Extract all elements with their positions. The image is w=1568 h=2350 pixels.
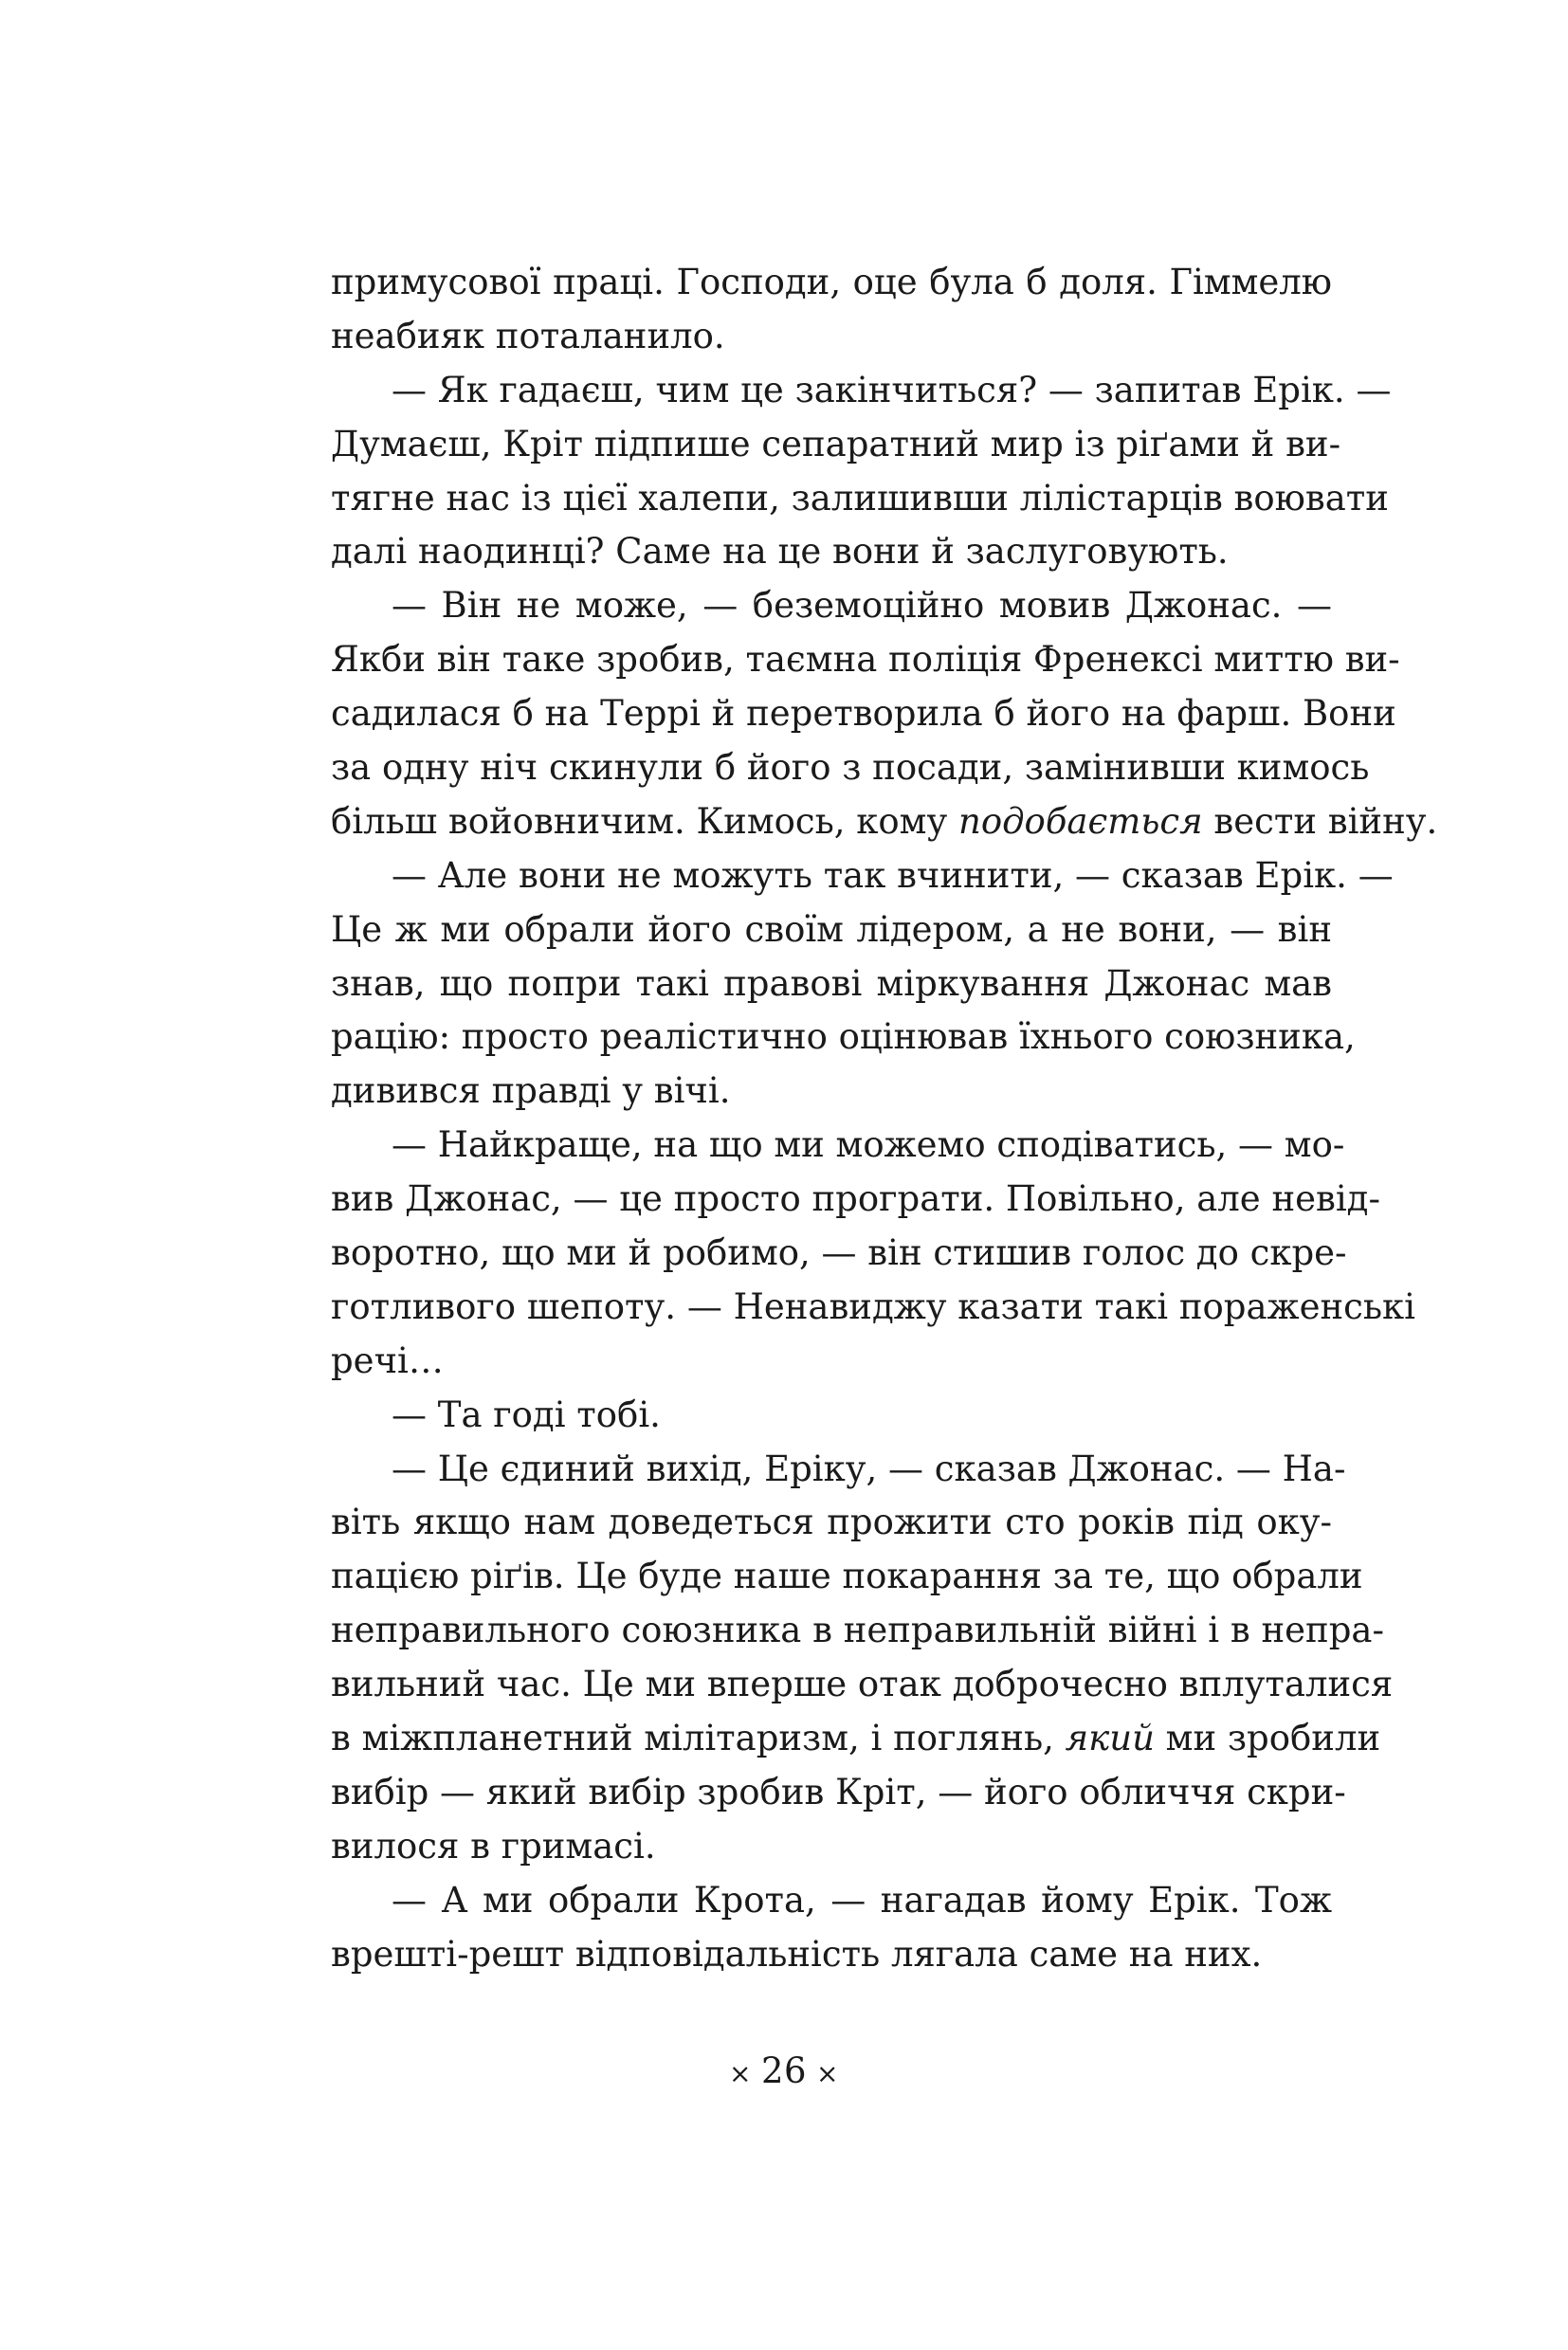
text-run: ми зробили	[1154, 1718, 1381, 1759]
text-line	[331, 1712, 1381, 1766]
page-number-footer	[0, 2048, 1568, 2098]
text-line: — Та годі тобі.	[392, 1394, 661, 1435]
text-line: — Але вони не можуть так вчинити, — сказав Ерік. —	[392, 854, 1394, 896]
text-line: далі наодинці? Саме на це вони й заслуговують.	[331, 531, 1229, 573]
text-line: неабияк поталанило.	[331, 315, 725, 356]
italic-emphasis: подобається	[958, 800, 1203, 842]
folio-ornament-left: ×	[728, 2058, 752, 2089]
text-line: готливого шепоту. — Ненавиджу казати такі пораженські	[331, 1285, 1415, 1327]
text-line: врешті-решт відповідальність лягала саме на них.	[331, 1933, 1263, 1975]
body-text	[331, 256, 1438, 1982]
text-line: Якби він таке зробив, таємна поліція Френексі миттю ви-	[331, 639, 1400, 681]
text-line: — Найкраще, на що ми можемо сподіватись, — мо-	[392, 1124, 1345, 1166]
text-run: вести війну.	[1202, 800, 1438, 842]
text-line: тягне нас із цієї халепи, залишивши лілістарців воювати	[331, 477, 1389, 519]
text-line: вилося в гримасі.	[331, 1825, 656, 1867]
text-line: — Це єдиний вихід, Еріку, — сказав Джонас. — На-	[392, 1448, 1346, 1489]
text-run: в міжпланетний мілітаризм, і поглянь,	[331, 1718, 1066, 1759]
text-line: — А ми обрали Крота, — нагадав йому Ерік. Тож	[392, 1879, 1332, 1921]
text-line: неправильного союзника в неправильній війні і в непра-	[331, 1610, 1384, 1651]
text-line	[331, 795, 1438, 849]
folio-ornament-right: ×	[816, 2058, 840, 2089]
text-line: речі…	[331, 1339, 444, 1381]
text-line: віть якщо нам доведеться прожити сто років під оку-	[331, 1502, 1332, 1543]
text-line: Думаєш, Кріт підпише сепаратний мир із ріґами й ви-	[331, 423, 1341, 465]
text-run: більш войовничим. Кимось, кому	[331, 800, 958, 842]
text-line: знав, що попри такі правові міркування Джонас мав	[331, 962, 1332, 1004]
text-line: дивився правді у вічі.	[331, 1070, 731, 1112]
text-line: примусової праці. Господи, оце була б доля. Гіммелю	[331, 262, 1332, 302]
text-line: садилася б на Террі й перетворила б його на фарш. Вони	[331, 693, 1396, 735]
text-line: воротно, що ми й робимо, — він стишив голос до скре-	[331, 1232, 1347, 1274]
page-number: 26	[760, 2050, 808, 2091]
text-line: пацією ріґів. Це буде наше покарання за те, що обрали	[331, 1556, 1363, 1597]
text-line: — Як гадаєш, чим це закінчиться? — запитав Ерік. —	[392, 369, 1392, 410]
text-line: за одну ніч скинули б його з посади, замінивши кимось	[331, 747, 1370, 789]
text-line: Це ж ми обрали його своїм лідером, а не вони, — він	[331, 908, 1332, 950]
text-line: рацію: просто реалістично оцінював їхнього союзника,	[331, 1016, 1356, 1058]
text-line: — Він не може, — беземоційно мовив Джонас. —	[392, 585, 1332, 627]
text-line: вильний час. Це ми вперше отак доброчесно вплуталися	[331, 1664, 1394, 1705]
italic-emphasis: який	[1065, 1718, 1155, 1759]
text-line: вив Джонас, — це просто програти. Повільно, але невід-	[331, 1178, 1380, 1220]
text-line: вибір — який вибір зробив Кріт, — його обличчя скри-	[331, 1771, 1346, 1813]
